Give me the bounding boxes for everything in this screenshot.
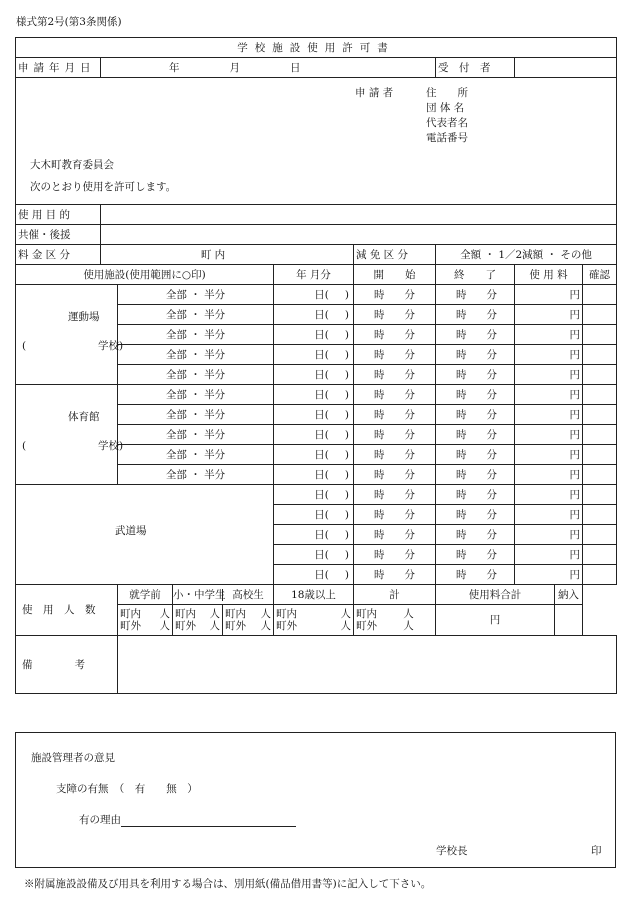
yen-label: 円: [569, 568, 580, 581]
end-time-cell[interactable]: [436, 445, 515, 465]
table-row: [16, 385, 617, 405]
applicant-label: 申 請 者: [355, 87, 394, 99]
fee-cell[interactable]: [515, 565, 583, 585]
start-time-cell[interactable]: [354, 285, 436, 305]
day-open-label: 日(: [314, 328, 329, 341]
person-label: 人: [403, 608, 414, 620]
start-minute-label: 分: [404, 428, 415, 441]
end-hour-label: 時: [456, 448, 467, 461]
end-minute-label: 分: [486, 408, 497, 421]
start-minute-label: 分: [404, 308, 415, 321]
count-preschool[interactable]: [118, 605, 173, 636]
date-cell[interactable]: [274, 405, 354, 425]
day-close-label: ): [344, 428, 349, 441]
start-hour-label: 時: [374, 528, 385, 541]
date-cell[interactable]: [274, 385, 354, 405]
confirm-cell[interactable]: [583, 565, 617, 585]
end-minute-label: 分: [486, 288, 497, 301]
day-close-label: ): [344, 408, 349, 421]
start-hour-label: 時: [374, 428, 385, 441]
facility-sports-ground: [16, 285, 124, 385]
fee-cell[interactable]: [515, 365, 583, 385]
end-time-cell[interactable]: [436, 365, 515, 385]
date-cell[interactable]: [274, 345, 354, 365]
range-choice[interactable]: 全部 ・ 半分: [118, 285, 274, 305]
fee-cell[interactable]: [515, 505, 583, 525]
confirm-cell[interactable]: [583, 405, 617, 425]
start-hour-label: 時: [374, 568, 385, 581]
header-confirm: 確認: [583, 265, 617, 285]
end-time-cell[interactable]: [436, 425, 515, 445]
day-open-label: 日(: [314, 568, 329, 581]
day-close-label: ): [344, 568, 349, 581]
end-minute-label: 分: [486, 428, 497, 441]
reason-label: 有の理由: [79, 814, 121, 826]
day-open-label: 日(: [314, 288, 329, 301]
person-label: 人: [403, 620, 414, 632]
yen-label: 円: [569, 428, 580, 441]
payment-cell[interactable]: [555, 605, 583, 636]
confirm-cell[interactable]: [583, 545, 617, 565]
end-time-cell[interactable]: [436, 345, 515, 365]
category-adult: 18歳以上: [274, 585, 354, 605]
town-out-label: 町外: [356, 620, 377, 632]
start-minute-label: 分: [404, 288, 415, 301]
end-time-cell[interactable]: [436, 465, 515, 485]
fee-cell[interactable]: [515, 405, 583, 425]
address-label: 住 所: [426, 87, 468, 99]
yen-label: 円: [569, 388, 580, 401]
range-choice[interactable]: 全部 ・ 半分: [118, 445, 274, 465]
range-choice[interactable]: 全部 ・ 半分: [118, 305, 274, 325]
category-split: [173, 585, 274, 605]
header-fee: 使 用 料: [515, 265, 583, 285]
purpose-field[interactable]: [101, 205, 617, 225]
town-out-label: 町外: [225, 620, 246, 632]
payment-label: 納入: [555, 585, 583, 605]
reason-line[interactable]: [121, 815, 296, 827]
fee-cell[interactable]: [515, 445, 583, 465]
yen-label: 円: [569, 408, 580, 421]
table-row: [16, 485, 617, 505]
confirm-cell[interactable]: [583, 445, 617, 465]
remarks-label: 備 考: [16, 636, 118, 694]
start-hour-label: 時: [374, 508, 385, 521]
count-elementary-junior[interactable]: [173, 605, 222, 635]
fee-cell[interactable]: [515, 325, 583, 345]
apply-date-field[interactable]: [101, 58, 436, 78]
day-close-label: ): [344, 548, 349, 561]
year-label: 年: [169, 61, 180, 74]
date-cell[interactable]: [274, 285, 354, 305]
category-high-school: 高校生: [222, 589, 273, 601]
fee-cell[interactable]: [515, 385, 583, 405]
start-time-cell[interactable]: [354, 525, 436, 545]
yen-label: 円: [569, 528, 580, 541]
facility-sports-ground-label: 運動場: [68, 311, 100, 323]
date-cell[interactable]: [274, 505, 354, 525]
day-open-label: 日(: [314, 468, 329, 481]
day-open-label: 日(: [314, 528, 329, 541]
day-open-label: 日(: [314, 448, 329, 461]
day-close-label: ): [344, 368, 349, 381]
phone-label: 電話番号: [426, 132, 468, 144]
start-time-cell[interactable]: [354, 345, 436, 365]
applicant-section: [16, 78, 617, 205]
exemption-label: 減 免 区 分: [354, 245, 436, 265]
manager-opinion-label: 施設管理者の意見: [31, 752, 115, 764]
users-label: 使 用 人 数: [16, 585, 118, 636]
start-time-cell[interactable]: [354, 385, 436, 405]
remarks-row: [16, 636, 617, 694]
start-minute-label: 分: [404, 448, 415, 461]
range-choice[interactable]: 全部 ・ 半分: [118, 365, 274, 385]
fee-cell[interactable]: [515, 485, 583, 505]
confirm-cell[interactable]: [583, 285, 617, 305]
day-open-label: 日(: [314, 348, 329, 361]
day-open-label: 日(: [314, 548, 329, 561]
person-label: 人: [209, 620, 220, 632]
exemption-value[interactable]: 全額 ・ 1／2減額 ・ その他: [436, 245, 617, 265]
fee-cell[interactable]: [515, 425, 583, 445]
end-minute-label: 分: [486, 388, 497, 401]
date-cell[interactable]: [274, 525, 354, 545]
day-close-label: ): [344, 468, 349, 481]
date-cell[interactable]: [274, 425, 354, 445]
end-hour-label: 時: [456, 388, 467, 401]
count-cell-inner[interactable]: [276, 608, 351, 632]
category-preschool: 就学前: [118, 585, 173, 605]
end-time-cell[interactable]: [436, 325, 515, 345]
fee-cell[interactable]: [515, 285, 583, 305]
school-open-paren: (: [22, 440, 27, 452]
confirm-cell[interactable]: [583, 305, 617, 325]
school-suffix[interactable]: 学校): [98, 340, 124, 352]
start-time-cell[interactable]: [354, 405, 436, 425]
obstacle-choice[interactable]: 支障の有無 （ 有 無 ）: [56, 783, 198, 795]
count-adult[interactable]: [274, 605, 354, 636]
end-hour-label: 時: [456, 348, 467, 361]
yen-label: 円: [569, 348, 580, 361]
remarks-field[interactable]: [118, 636, 617, 694]
sponsor-field[interactable]: [101, 225, 617, 245]
start-hour-label: 時: [374, 488, 385, 501]
count-high-school[interactable]: [222, 605, 273, 635]
end-hour-label: 時: [456, 548, 467, 561]
yen-label: 円: [569, 368, 580, 381]
yen-label: 円: [569, 288, 580, 301]
start-hour-label: 時: [374, 328, 385, 341]
day-open-label: 日(: [314, 488, 329, 501]
purpose-label: 使 用 目 的: [16, 205, 101, 225]
school-open-paren: (: [22, 340, 27, 352]
day-close-label: ): [344, 348, 349, 361]
date-cell[interactable]: [274, 365, 354, 385]
form-title: 学校施設使用許可書: [16, 38, 617, 58]
day-open-label: 日(: [314, 368, 329, 381]
end-hour-label: 時: [456, 428, 467, 441]
day-open-label: 日(: [314, 408, 329, 421]
start-minute-label: 分: [404, 328, 415, 341]
footnote: ※附属施設設備及び用具を利用する場合は、別用紙(備品借用書等)に記入して下さい。: [24, 878, 432, 890]
start-minute-label: 分: [404, 388, 415, 401]
end-minute-label: 分: [486, 308, 497, 321]
end-minute-label: 分: [486, 488, 497, 501]
users-header-row: [16, 585, 617, 605]
end-hour-label: 時: [456, 368, 467, 381]
start-time-cell[interactable]: [354, 565, 436, 585]
date-cell[interactable]: [274, 545, 354, 565]
person-label: 人: [159, 608, 170, 620]
day-open-label: 日(: [314, 388, 329, 401]
start-hour-label: 時: [374, 548, 385, 561]
facility-gym-label: 体育館: [68, 411, 100, 423]
day-close-label: ): [344, 328, 349, 341]
seal-label: 印: [591, 845, 602, 857]
start-time-cell[interactable]: [354, 545, 436, 565]
count-cell-inner[interactable]: [175, 608, 220, 632]
town-in-label: 町内: [276, 608, 297, 620]
end-minute-label: 分: [486, 548, 497, 561]
person-label: 人: [159, 620, 170, 632]
apply-date-label: 申請年月日: [16, 58, 101, 78]
day-close-label: ): [344, 288, 349, 301]
day-close-label: ): [344, 388, 349, 401]
yen-label: 円: [569, 548, 580, 561]
person-label: 人: [260, 620, 271, 632]
header-end: 終 了: [436, 265, 515, 285]
table-row: [16, 285, 617, 305]
sponsor-label: 共催・後援: [16, 225, 101, 245]
yen-label: 円: [569, 308, 580, 321]
range-choice[interactable]: 全部 ・ 半分: [118, 345, 274, 365]
representative-label: 代表者名: [426, 117, 468, 129]
end-time-cell[interactable]: [436, 305, 515, 325]
count-cell-inner[interactable]: [356, 608, 414, 632]
principal-label: 学校長: [436, 845, 468, 857]
day-open-label: 日(: [314, 508, 329, 521]
school-suffix[interactable]: 学校): [98, 440, 124, 452]
start-time-cell[interactable]: [354, 365, 436, 385]
end-time-cell[interactable]: [436, 525, 515, 545]
date-cell[interactable]: [274, 565, 354, 585]
receiver-label: 受 付 者: [436, 58, 515, 78]
end-time-cell[interactable]: [436, 485, 515, 505]
form-number: 様式第2号(第3条関係): [16, 16, 122, 28]
town-out-label: 町外: [120, 620, 141, 632]
town-in-label: 町内: [175, 608, 196, 620]
range-choice[interactable]: 全部 ・ 半分: [118, 325, 274, 345]
start-time-cell[interactable]: [354, 305, 436, 325]
date-cell[interactable]: [274, 485, 354, 505]
end-hour-label: 時: [456, 408, 467, 421]
date-cell[interactable]: [274, 465, 354, 485]
end-minute-label: 分: [486, 528, 497, 541]
day-open-label: 日(: [314, 308, 329, 321]
end-hour-label: 時: [456, 488, 467, 501]
count-cell-inner[interactable]: [225, 608, 271, 632]
receiver-field[interactable]: [515, 58, 617, 78]
end-minute-label: 分: [486, 568, 497, 581]
month-label: 月: [229, 61, 240, 74]
fee-category-label: 料 金 区 分: [16, 245, 101, 265]
start-minute-label: 分: [404, 488, 415, 501]
range-choice[interactable]: 全部 ・ 半分: [118, 405, 274, 425]
start-hour-label: 時: [374, 288, 385, 301]
confirm-cell[interactable]: [583, 525, 617, 545]
start-hour-label: 時: [374, 368, 385, 381]
end-hour-label: 時: [456, 568, 467, 581]
confirm-cell[interactable]: [583, 365, 617, 385]
end-hour-label: 時: [456, 508, 467, 521]
end-minute-label: 分: [486, 348, 497, 361]
fee-cell[interactable]: [515, 305, 583, 325]
facility-budo: [16, 485, 274, 585]
board-name: 大木町教育委員会: [30, 159, 114, 171]
facility-budo-label: 武道場: [115, 525, 147, 537]
confirm-cell[interactable]: [583, 325, 617, 345]
group-name-label: 団 体 名: [426, 102, 465, 114]
confirm-cell[interactable]: [583, 485, 617, 505]
count-cell-inner[interactable]: [120, 608, 170, 632]
town-in-label: 町内: [356, 608, 377, 620]
header-date: 年 月分: [274, 265, 354, 285]
confirm-cell[interactable]: [583, 465, 617, 485]
confirm-cell[interactable]: [583, 385, 617, 405]
confirm-cell[interactable]: [583, 505, 617, 525]
start-time-cell[interactable]: [354, 485, 436, 505]
person-label: 人: [340, 620, 351, 632]
yen-label: 円: [569, 328, 580, 341]
start-minute-label: 分: [404, 468, 415, 481]
date-cell[interactable]: [274, 445, 354, 465]
start-minute-label: 分: [404, 568, 415, 581]
start-minute-label: 分: [404, 408, 415, 421]
day-close-label: ): [344, 308, 349, 321]
day-label: 日: [290, 61, 301, 74]
count-split: [173, 605, 274, 636]
start-time-cell[interactable]: [354, 465, 436, 485]
start-minute-label: 分: [404, 368, 415, 381]
category-total: 計: [354, 585, 436, 605]
yen-label: 円: [569, 488, 580, 501]
day-close-label: ): [344, 508, 349, 521]
total-fee-cell[interactable]: [436, 605, 555, 636]
day-close-label: ): [344, 528, 349, 541]
date-cell[interactable]: [274, 325, 354, 345]
town-in-label: 町内: [225, 608, 246, 620]
range-choice[interactable]: 全部 ・ 半分: [118, 385, 274, 405]
yen-label: 円: [569, 508, 580, 521]
end-time-cell[interactable]: [436, 385, 515, 405]
town-in-label: 町内: [120, 608, 141, 620]
fee-cell[interactable]: [515, 545, 583, 565]
start-minute-label: 分: [404, 508, 415, 521]
category-elementary-junior: 小・中学生: [173, 588, 226, 601]
day-close-label: ): [344, 488, 349, 501]
facility-gym: [16, 385, 124, 485]
end-hour-label: 時: [456, 528, 467, 541]
header-facility: 使用施設(使用範囲に○印): [16, 265, 274, 285]
person-label: 人: [209, 608, 220, 620]
end-time-cell[interactable]: [436, 285, 515, 305]
fee-cell[interactable]: [515, 465, 583, 485]
end-hour-label: 時: [456, 468, 467, 481]
range-choice[interactable]: 全部 ・ 半分: [118, 425, 274, 445]
confirm-cell[interactable]: [583, 345, 617, 365]
start-hour-label: 時: [374, 448, 385, 461]
end-minute-label: 分: [486, 368, 497, 381]
start-minute-label: 分: [404, 528, 415, 541]
start-hour-label: 時: [374, 388, 385, 401]
end-hour-label: 時: [456, 288, 467, 301]
start-time-cell[interactable]: [354, 445, 436, 465]
start-time-cell[interactable]: [354, 425, 436, 445]
person-label: 人: [260, 608, 271, 620]
town-out-label: 町外: [175, 620, 196, 632]
count-total[interactable]: [354, 605, 436, 636]
fee-cell[interactable]: [515, 525, 583, 545]
day-open-label: 日(: [314, 428, 329, 441]
end-hour-label: 時: [456, 328, 467, 341]
end-time-cell[interactable]: [436, 405, 515, 425]
start-hour-label: 時: [374, 348, 385, 361]
permit-form-table: [15, 37, 617, 694]
range-choice[interactable]: 全部 ・ 半分: [118, 465, 274, 485]
start-hour-label: 時: [374, 408, 385, 421]
reason-field[interactable]: [79, 812, 296, 827]
start-time-cell[interactable]: [354, 505, 436, 525]
end-time-cell[interactable]: [436, 565, 515, 585]
fee-category-value[interactable]: 町 内: [101, 245, 354, 265]
end-minute-label: 分: [486, 468, 497, 481]
permit-text: 次のとおり使用を許可します。: [30, 181, 177, 193]
end-minute-label: 分: [486, 448, 497, 461]
start-hour-label: 時: [374, 308, 385, 321]
header-start: 開 始: [354, 265, 436, 285]
day-close-label: ): [344, 448, 349, 461]
yen-label: 円: [569, 468, 580, 481]
date-cell[interactable]: [274, 305, 354, 325]
end-hour-label: 時: [456, 308, 467, 321]
end-time-cell[interactable]: [436, 545, 515, 565]
start-minute-label: 分: [404, 548, 415, 561]
end-minute-label: 分: [486, 328, 497, 341]
total-yen-label: 円: [489, 614, 501, 626]
person-label: 人: [340, 608, 351, 620]
start-hour-label: 時: [374, 468, 385, 481]
start-time-cell[interactable]: [354, 325, 436, 345]
total-fee-label: 使用料合計: [436, 585, 555, 605]
town-out-label: 町外: [276, 620, 297, 632]
manager-opinion-box: [15, 732, 616, 868]
end-time-cell[interactable]: [436, 505, 515, 525]
confirm-cell[interactable]: [583, 425, 617, 445]
yen-label: 円: [569, 448, 580, 461]
fee-cell[interactable]: [515, 345, 583, 365]
end-minute-label: 分: [486, 508, 497, 521]
start-minute-label: 分: [404, 348, 415, 361]
